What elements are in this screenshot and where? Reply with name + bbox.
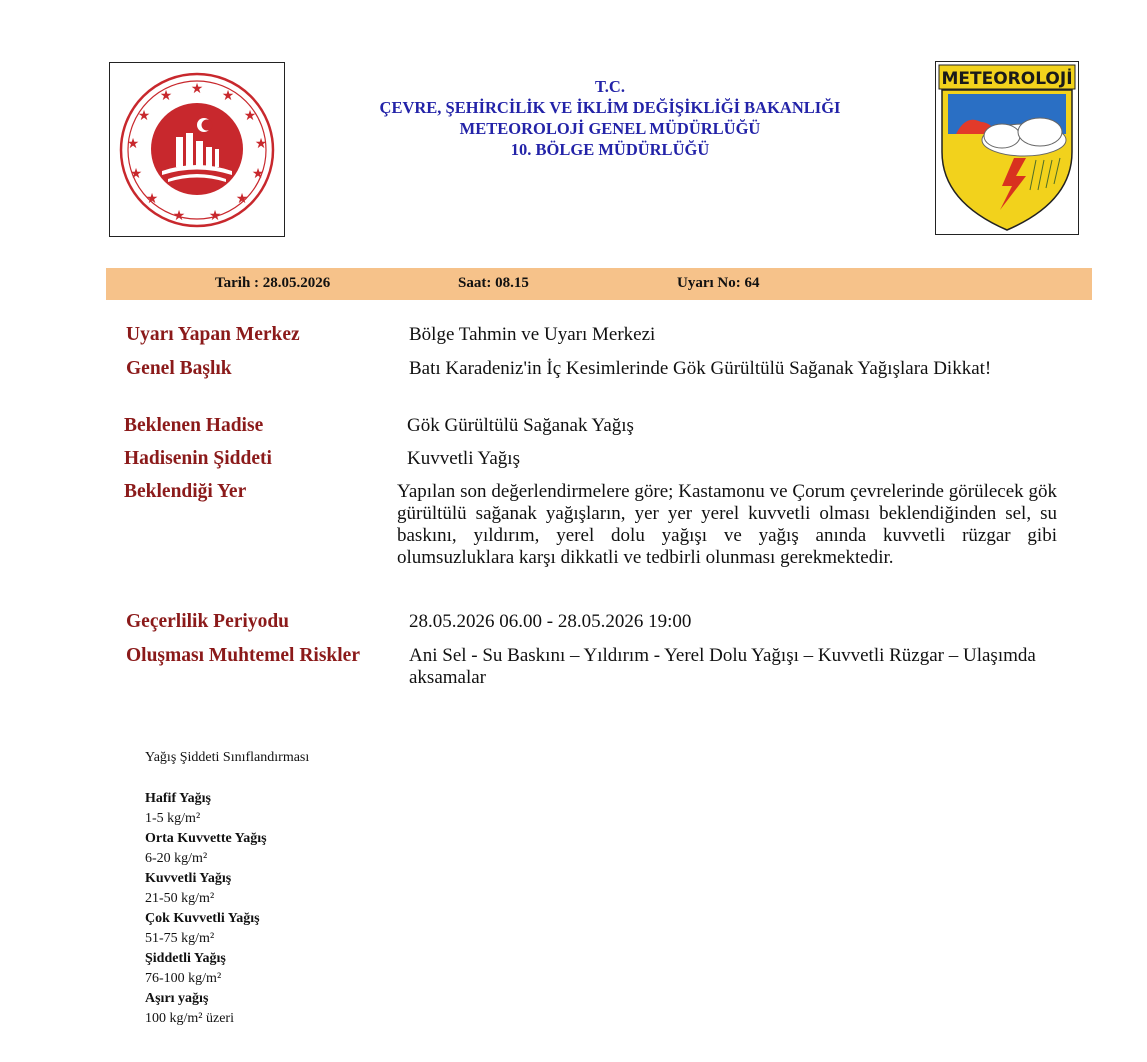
header-line-region: 10. BÖLGE MÜDÜRLÜĞÜ (510, 140, 710, 159)
svg-text:★: ★ (235, 191, 249, 207)
class-name: Kuvvetli Yağış (145, 871, 232, 886)
class-item (145, 829, 267, 869)
class-item (145, 789, 267, 829)
severity-label: Hadisenin Şiddeti (124, 448, 272, 469)
classification-list (145, 789, 267, 1029)
validity-value: 28.05.2026 06.00 - 28.05.2026 19:00 (409, 611, 692, 632)
center-value: Bölge Tahmin ve Uyarı Merkezi (409, 324, 656, 345)
svg-text:★: ★ (243, 108, 257, 124)
class-range: 1-5 kg/m² (145, 811, 201, 826)
class-item (145, 909, 267, 949)
svg-text:★: ★ (159, 88, 173, 104)
svg-text:★: ★ (129, 166, 143, 182)
event-label: Beklenen Hadise (124, 415, 264, 436)
header-line-directorate: METEOROLOJİ GENEL MÜDÜRLÜĞÜ (459, 119, 761, 138)
class-range: 51-75 kg/m² (145, 931, 215, 946)
validity-label: Geçerlilik Periyodu (126, 611, 290, 632)
risks-value: Ani Sel - Su Baskını – Yıldırım - Yerel Dolu Yağışı – Kuvvetli Rüzgar – Ulaşımda aksamalar (409, 645, 1036, 688)
document-header (290, 76, 930, 160)
title-label: Genel Başlık (126, 358, 232, 379)
svg-text:★: ★ (251, 166, 265, 182)
svg-text:★: ★ (208, 208, 222, 224)
svg-text:★: ★ (145, 191, 159, 207)
title-value: Batı Karadeniz'in İç Kesimlerinde Gök Gürültülü Sağanak Yağışlara Dikkat! (409, 358, 992, 379)
class-range: 76-100 kg/m² (145, 971, 222, 986)
class-range: 21-50 kg/m² (145, 891, 215, 906)
center-label: Uyarı Yapan Merkez (126, 324, 300, 345)
header-line-tc: T.C. (595, 77, 625, 96)
event-value: Gök Gürültülü Sağanak Yağış (407, 415, 634, 436)
classification-title: Yağış Şiddeti Sınıflandırması (145, 750, 310, 765)
ministry-emblem-icon (110, 63, 284, 236)
date-text: Tarih : 28.05.2026 (215, 275, 331, 291)
class-range: 6-20 kg/m² (145, 851, 208, 866)
svg-text:★: ★ (137, 108, 151, 124)
meteorology-logo (935, 61, 1079, 235)
header-line-ministry: ÇEVRE, ŞEHİRCİLİK VE İKLİM DEĞİŞİKLİĞİ BAKANLIĞI (379, 98, 841, 117)
time-text: Saat: 08.15 (458, 275, 529, 291)
severity-value: Kuvvetli Yağış (407, 448, 520, 469)
svg-text:★: ★ (126, 136, 140, 152)
svg-text:★: ★ (172, 208, 186, 224)
risks-label: Oluşması Muhtemel Riskler (126, 645, 360, 666)
class-name: Hafif Yağış (145, 791, 211, 806)
svg-text:★: ★ (221, 88, 235, 104)
warning-number-text: Uyarı No: 64 (677, 275, 760, 291)
class-range: 100 kg/m² üzeri (145, 1011, 234, 1026)
svg-text:★: ★ (190, 81, 204, 97)
meteorology-logo-text: METEOROLOJİ (941, 69, 1073, 89)
class-name: Orta Kuvvette Yağış (145, 831, 267, 846)
svg-text:★: ★ (254, 136, 268, 152)
class-item (145, 989, 267, 1029)
class-item (145, 949, 267, 989)
info-bar (106, 268, 1092, 300)
class-name: Aşırı yağış (145, 991, 209, 1006)
location-label: Beklendiği Yer (124, 481, 247, 502)
class-name: Şiddetli Yağış (145, 951, 226, 966)
meteorology-emblem-icon (936, 62, 1078, 234)
location-value: Yapılan son değerlendirmelere göre; Kastamonu ve Çorum çevrelerinde görülecek gök gürültülü sağanak yağışların, yer yer yerel kuvvetli olması beklendiğinden sel, su baskını, yıldırım, yerel dolu yağışı ve yağış anında kuvvetli rüzgar gibi olumsuzluklara karşı dikkatli ve tedbirli olunması gerekmektedir. (397, 481, 1057, 568)
class-item (145, 869, 267, 909)
ministry-logo (109, 62, 285, 237)
class-name: Çok Kuvvetli Yağış (145, 911, 260, 926)
